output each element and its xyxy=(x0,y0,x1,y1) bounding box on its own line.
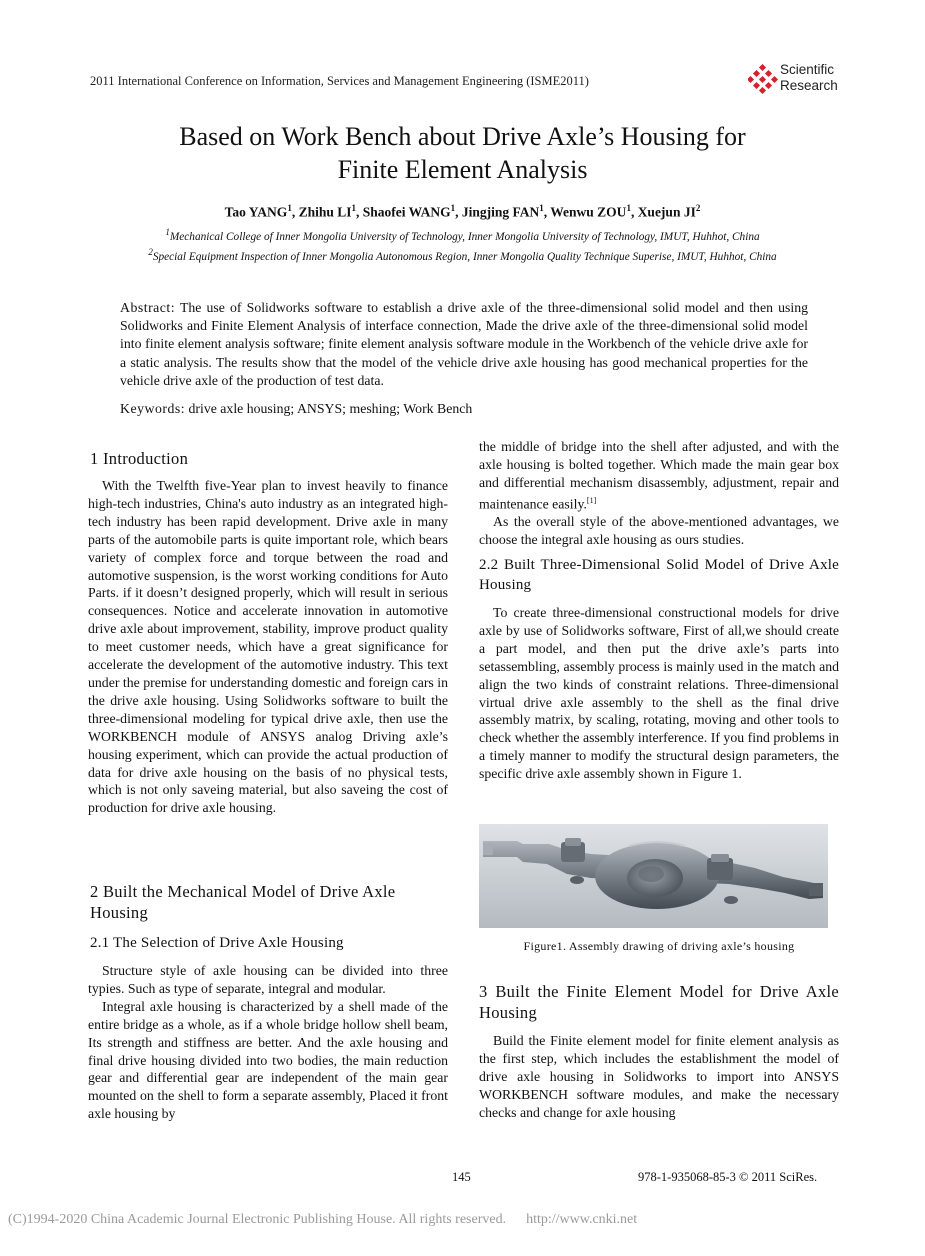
abstract-text: The use of Solidworks software to establish a drive axle of the three-dimensional solid model and then using Solidworks and Finite Element Analysis of interface connection, Made the drive axle of the three-dimensional solid model into finite element analysis software; finite element analysis software module in the Workbench of the vehicle drive axle for a static analysis. The results show that the model of the vehicle drive axle housing has good mechanical properties for the vehicle drive axle of the production of test data. xyxy=(120,300,808,388)
watermark-url-link[interactable]: http://www.cnki.net xyxy=(526,1212,638,1227)
section-heading-introduction: 1 Introduction xyxy=(90,449,189,468)
abstract xyxy=(120,299,808,390)
author-affil-sup: 2 xyxy=(695,203,701,213)
affiliation-text: Mechanical College of Inner Mongolia University of Technology, Inner Mongolia University of Technology, IMUT, Huhhot, China xyxy=(169,230,760,243)
author-affil-sup: 1 xyxy=(450,203,456,213)
author-list: Tao YANG$^1$, Zhihu $LI^1$, Shaofei WANG$^1$, Jingjing FAN$^1$, Wenwu ZOU$^1$, Xuejun $JI^2$ xyxy=(224,203,701,220)
paragraph: To create three-dimensional constructional models for drive axle by use of Solidworks software, First of all,we should create a part model, and then put the drive axle’s parts into setassembling, assembly process is mainly used in the match and align the two kinds of constraint relations. Three-dimensional virtual drive axle assembly to the shell as the final drive assembly matrix, by scaling, rotating, moving and other tools to check whether the assembly interference. If you find problems in a timely manner to modify the structural design parameters, the specific drive axle assembly shown in Figure 1. xyxy=(479,605,839,782)
paper-title xyxy=(80,120,845,186)
paragraph-text: the middle of bridge into the shell after adjusted, and with the axle housing is bolted together. Which made the main gear box and differential mechanism disassembly, adjustment, repair and maintenance easily. xyxy=(479,439,839,512)
paragraph-continued xyxy=(479,438,839,513)
keywords xyxy=(120,401,808,417)
affiliation-sup: 1 xyxy=(165,227,170,237)
paragraph: Build the Finite element model for finite element analysis as the first step, which includes the establishment the model of drive axle housing in Solidworks to import into ANSYS WORKBENCH software modules, and make the necessary checks and change for axle housing xyxy=(479,1033,839,1120)
logo-line1: Scientific xyxy=(780,62,835,77)
section-heading-mechanical-model: 2 Built the Mechanical Model of Drive Axle Housing xyxy=(90,882,396,922)
watermark-text: (C)1994-2020 China Academic Journal Electronic Publishing House. All rights reserved. xyxy=(8,1212,507,1227)
paragraph: Integral axle housing is characterized by a shell made of the entire bridge as a whole, as if a whole bridge hollow shell beam, Its strength and stiffness are better. And the axle housing and final drive housing divided into two bodies, the main reduction gear and differential gear are independent of the main gear mounted on the shell to form a separate assembly, Placed it front axle housing by xyxy=(88,998,448,1122)
subsection-heading-2-1: 2.1 The Selection of Drive Axle Housing xyxy=(90,935,344,951)
axle-housing-figure xyxy=(479,824,828,928)
subsection-2-1-body-continued xyxy=(479,438,839,549)
affiliation-sup: 2 xyxy=(148,247,153,257)
author-name: Zhihu LI xyxy=(298,204,352,220)
affiliation-2 xyxy=(120,243,805,266)
scientific-research-logo xyxy=(748,62,844,96)
author-affil-sup: 1 xyxy=(287,203,292,213)
title-line-2: Finite Element Analysis xyxy=(337,155,588,184)
author-name: Wenwu ZOU xyxy=(550,204,627,220)
author-name: Shaofei WANG xyxy=(362,204,451,220)
affiliation-text: Special Equipment Inspection of Inner Mongolia Autonomous Region, Inner Mongolia Quality Technique Superise, IMUT, Huhhot, China xyxy=(152,250,777,263)
author-name: Tao YANG xyxy=(224,204,288,220)
paragraph: With the Twelfth five-Year plan to invest heavily to finance high-tech industries, China's auto industry as an integrated high-tech industry has been rapid development. Drive axle in many parts of the automobile parts is quite important role, which bears variety of complex force and torque between the road and automotive suspension, is the worst working conditions for Auto Parts. if it doesn’t designed properly, which will result in serious consequences. Notice and accelerate innovation in automotive drive axle about improvement, stability, improve product quality to meet customer needs, which have a great significance for accelerate the development of the automotive industry. This text under the premise for understanding domestic and foreign cars in the drive axle housing. Using Solidworks software to built the three-dimensional modeling for typical drive axle, then use the WORKBENCH module of ANSYS analog Driving axle’s housing experiment, which can provide the actual production of data for drive axle housing on the basis of no physical tests, which is not only saveing material, but also saveing the cost of production for drive axle housing. xyxy=(88,478,448,816)
section-heading-finite-element-model: 3 Built the Finite Element Model for Drive Axle Housing xyxy=(479,982,839,1022)
conference-header: 2011 International Conference on Information, Services and Management Engineering (ISME2011) xyxy=(90,74,589,88)
subsection-heading-2-2: 2.2 Built Three-Dimensional Solid Model of Drive Axle Housing xyxy=(479,557,839,593)
reference-marker[interactable]: [1] xyxy=(586,495,597,505)
abstract-label: Abstract: xyxy=(120,300,176,315)
cnki-watermark xyxy=(8,1212,637,1228)
isbn-copyright: 978-1-935068-85-3 © 2011 SciRes. xyxy=(638,1170,818,1184)
keywords-label: Keywords: xyxy=(120,401,186,416)
section-3-body xyxy=(479,1032,839,1122)
subsection-2-1-body xyxy=(88,962,448,1123)
keywords-text: drive axle housing; ANSYS; meshing; Work Bench xyxy=(188,401,473,416)
logo-line2: Research xyxy=(780,78,838,93)
author-name: Jingjing FAN xyxy=(461,204,540,220)
author-affil-sup: 1 xyxy=(351,203,356,213)
author-affil-sup: 1 xyxy=(626,203,631,213)
paragraph: Structure style of axle housing can be divided into three typies. Such as type of separate, integral and modular. xyxy=(88,963,448,996)
author-affil-sup: 1 xyxy=(539,203,544,213)
logo-diamond-icon xyxy=(748,64,778,94)
author-name: Xuejun JI xyxy=(637,204,696,220)
introduction-body xyxy=(88,477,448,817)
figure-caption: Figure1. Assembly drawing of driving axle’s housing xyxy=(523,939,795,953)
paragraph: As the overall style of the above-mentioned advantages, we choose the integral axle housing as ours studies. xyxy=(479,514,839,548)
title-line-1: Based on Work Bench about Drive Axle’s Housing for xyxy=(179,122,746,151)
subsection-2-2-body xyxy=(479,604,839,783)
page-number: 145 xyxy=(452,1170,471,1184)
